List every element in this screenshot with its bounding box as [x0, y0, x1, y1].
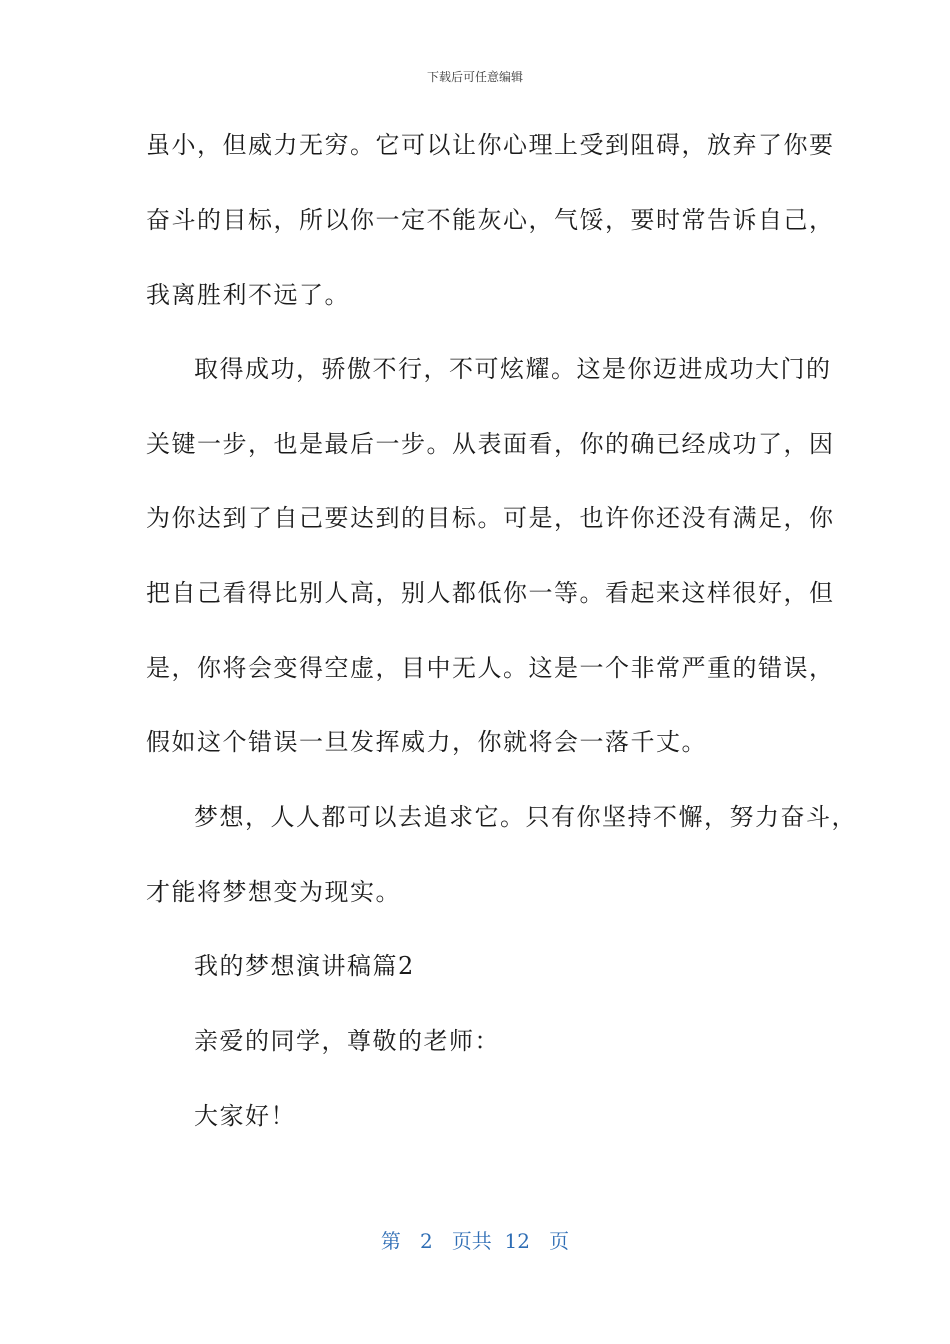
footer-page-number: 2 [420, 1229, 433, 1253]
body-line: 为你达到了自己要达到的目标。可是，也许你还没有满足，你 [146, 504, 835, 532]
body-line: 梦想，人人都可以去追求它。只有你坚持不懈，努力奋斗， [194, 803, 857, 831]
body-line: 把自己看得比别人高，别人都低你一等。看起来这样很好，但 [146, 579, 835, 607]
section-heading: 我的梦想演讲稿篇2 [194, 952, 415, 980]
page-footer [0, 1225, 950, 1254]
body-line: 取得成功，骄傲不行，不可炫耀。这是你迈进成功大门的 [194, 355, 832, 383]
body-line: 关键一步，也是最后一步。从表面看，你的确已经成功了，因 [146, 430, 835, 458]
salutation: 亲爱的同学，尊敬的老师： [194, 1027, 500, 1055]
footer-prefix: 第 [380, 1229, 401, 1253]
body-line: 假如这个错误一旦发挥威力，你就将会一落千丈。 [146, 728, 707, 756]
footer-suffix: 页 [549, 1229, 570, 1253]
footer-middle: 页共 [451, 1229, 492, 1253]
footer-total-pages: 12 [504, 1229, 530, 1253]
body-line: 虽小，但威力无穷。它可以让你心理上受到阻碍，放弃了你要 [146, 131, 835, 159]
body-line: 我离胜利不远了。 [146, 281, 350, 309]
body-line: 奋斗的目标，所以你一定不能灰心，气馁，要时常告诉自己， [146, 206, 835, 234]
body-line: 才能将梦想变为现实。 [146, 878, 401, 906]
greeting: 大家好！ [194, 1102, 296, 1130]
body-line: 是，你将会变得空虚，目中无人。这是一个非常严重的错误， [146, 654, 835, 682]
page-header-note: 下载后可任意编辑 [426, 70, 523, 84]
